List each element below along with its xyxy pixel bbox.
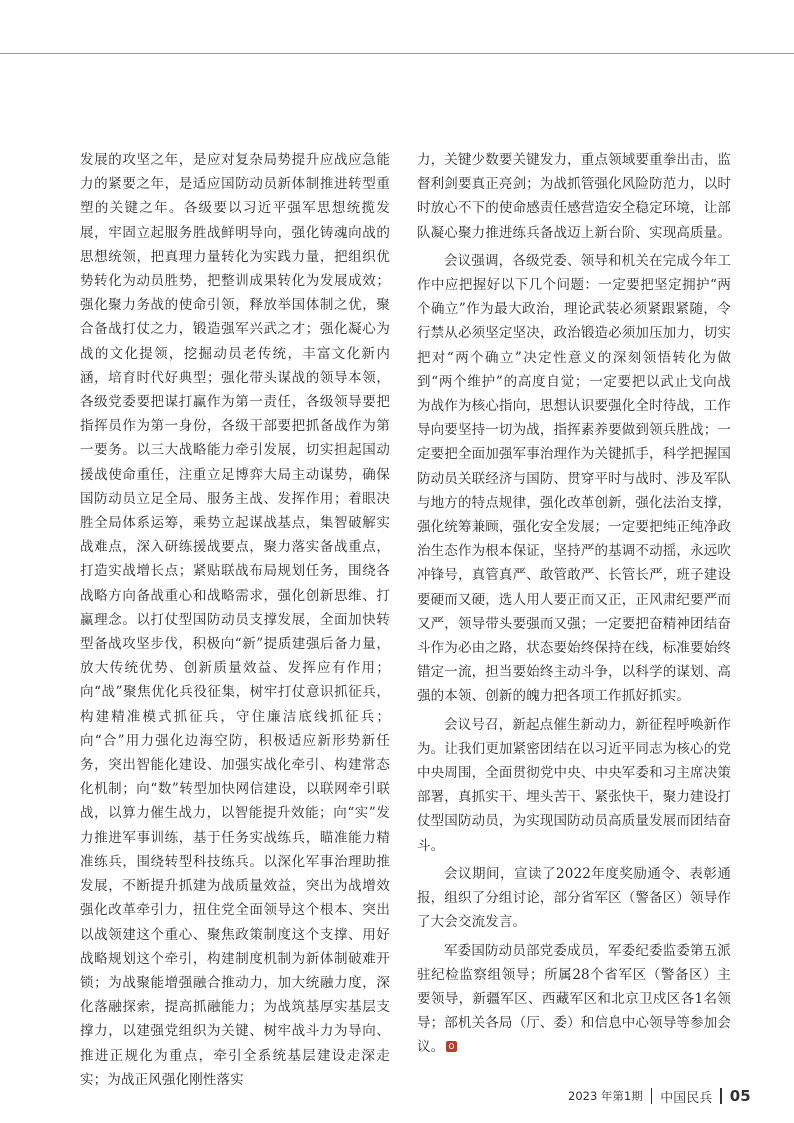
body-paragraph-final <box>417 939 731 1060</box>
header-rule <box>0 53 794 54</box>
left-column <box>80 148 390 1092</box>
page-footer <box>568 1087 751 1105</box>
magazine-name: 中国民兵 <box>660 1090 713 1106</box>
body-paragraph: 力，关键少数要关键发力，重点领域要重拳出击，监督利剑要真正亮剑；为战抓管强化风险防范力，以时时放心不下的使命感责任感营造安全稳定环境，让部队凝心聚力推进练兵备战迈上新台阶、实现高质量。 <box>417 152 731 241</box>
body-paragraph: 会议强调，各级党委、领导和机关在完成今年工作中应把握好以下几个问题：一定要把坚定拥护“两个确立”作为最大政治，理论武装必须紧跟紧随，令行禁从必须坚定坚决，政治锻造必须加压加力，切实把对“两个确立”决定性意义的深刻领悟转化为做到“两个维护”的高度自觉；一定要把以武止戈向战为战作为核心指向，思想认识要强化全时待战，工作导向要坚持一切为战，指挥素养要做到领兵胜战；一定要把全面加强军事治理作为关键抓手，科学把握国防动员关联经济与国防、贯穿平时与战时、涉及军队与地方的特点规律，强化改革创新，强化法治支撑，强化统筹兼顾，强化安全发展；一定要把纯正纯净政治生态作为根本保证，坚持严的基调不动摇，永远吹冲锋号，真管真严、敢管敢严、长管长严，班子建设要硬而又硬，选人用人要正而又正，正风肃纪要严而又严，领导带头要强而又强；一定要把奋精神团结奋斗作为必由之路，状态要始终保持在线，标准要始终错定一流，担当要始终主动斗争，以科学的谋划、高强的本领、创新的魄力把各项工作抓好抓实。 <box>417 252 731 705</box>
page-number: 05 <box>729 1087 751 1105</box>
body-paragraph: 发展的攻坚之年，是应对复杂局势提升应战应急能力的紧要之年，是适应国防动员新体制推进转型重塑的关键之年。各级要以习近平强军思想统揽发展，牢固立起服务胜战鲜明导向，强化铸魂向战的思想统领，把真理力量转化为实践力量，把组织优势转化为动员胜势，把整训成果转化为发展成效；强化聚力务战的使命引领，释放举国体制之优，聚合备战打仗之力，锻造强军兴武之才；强化凝心为战的文化提领，挖掘动员老传统，丰富文化新内涵，培育时代好典型；强化带头谋战的领导本领，各级党委要把谋打赢作为第一责任，各级领导要把指挥员作为第一身份，各级干部要把抓备战作为第一要务。以三大战略能力牵引发展，切实担起国动援战使命重任，注重立足博弈大局主动谋势，确保国防动员立足全局、服务主战、发挥作用；着眼决胜全局体系运筹，乘势立起谋战基点，集智破解实战难点，深入研练援战要点，聚力落实备战重点，打造实战增长点；紧贴联战布局规划任务，围绕各战略方向备战重心和战略需求，强化创新思维、打赢理念。以打仗型国防动员支撑发展，全面加快转型备战攻坚步伐，积极向“新”提质建强后备力量，放大传统优势、创新质量效益、发挥应有作用；向“战”聚焦优化兵役征集，树牢打仗意识抓征兵，构建精准模式抓征兵，守住廉洁底线抓征兵；向“合”用力强化边海空防，积极适应新形势新任务，突出智能化建设、加强实战化牵引、构建常态化机制；向“数”转型加快网信建设，以联网牵引联战，以算力催生战力，以智能提升效能；向“实”发力推进军事训练，基于任务实战练兵，瞄准能力精准练兵，围绕转型科技练兵。以深化军事治理助推发展，不断提升抓建为战质量效益，突出为战增效强化改革牵引力，扭住党全面领导这个根本、突出以战领建这个重心、聚焦政策制度这个支撑、用好战略规划这个牵引，构建制度机制为新体制破难开锁；为战聚能增强融合推动力，加大统融力度，深化落融探索，提高抓融能力；为战筑基厚实基层支撑力，以建强党组织为关键、树牢战斗力为导向、推进正规化为重点，牵引全系统基层建设走深走实；为战正风强化刚性落实 <box>80 152 390 1088</box>
body-paragraph: 会议期间，宣读了2022年度奖励通令、表彰通报，组织了分组讨论，部分省军区（警备区）领导作了大会交流发言。 <box>417 865 731 931</box>
issue-label: 2023 年第1期 <box>568 1089 643 1103</box>
article-end-icon <box>446 1041 457 1052</box>
final-paragraph-text: 军委国防动员部党委成员，军委纪委监委第五派驻纪检监察组领导；所属28个省军区（警备区）主要领导，新疆军区、西藏军区和北京卫戍区各1名领导；部机关各局（厅、委）和信息中心领导等参加会议。 <box>417 942 731 1056</box>
right-column <box>417 148 731 1060</box>
body-paragraph: 会议号召，新起点催生新动力，新征程呼唤新作为。让我们更加紧密团结在以习近平同志为核心的党中央周围，全面贯彻党中央、中央军委和习主席决策部署，真抓实干、埋头苦干、紧张快干，聚力建设打仗型国防动员，为实现国防动员高质量发展而团结奋斗。 <box>417 716 731 854</box>
footer-divider <box>720 1088 722 1104</box>
footer-divider <box>651 1088 653 1104</box>
